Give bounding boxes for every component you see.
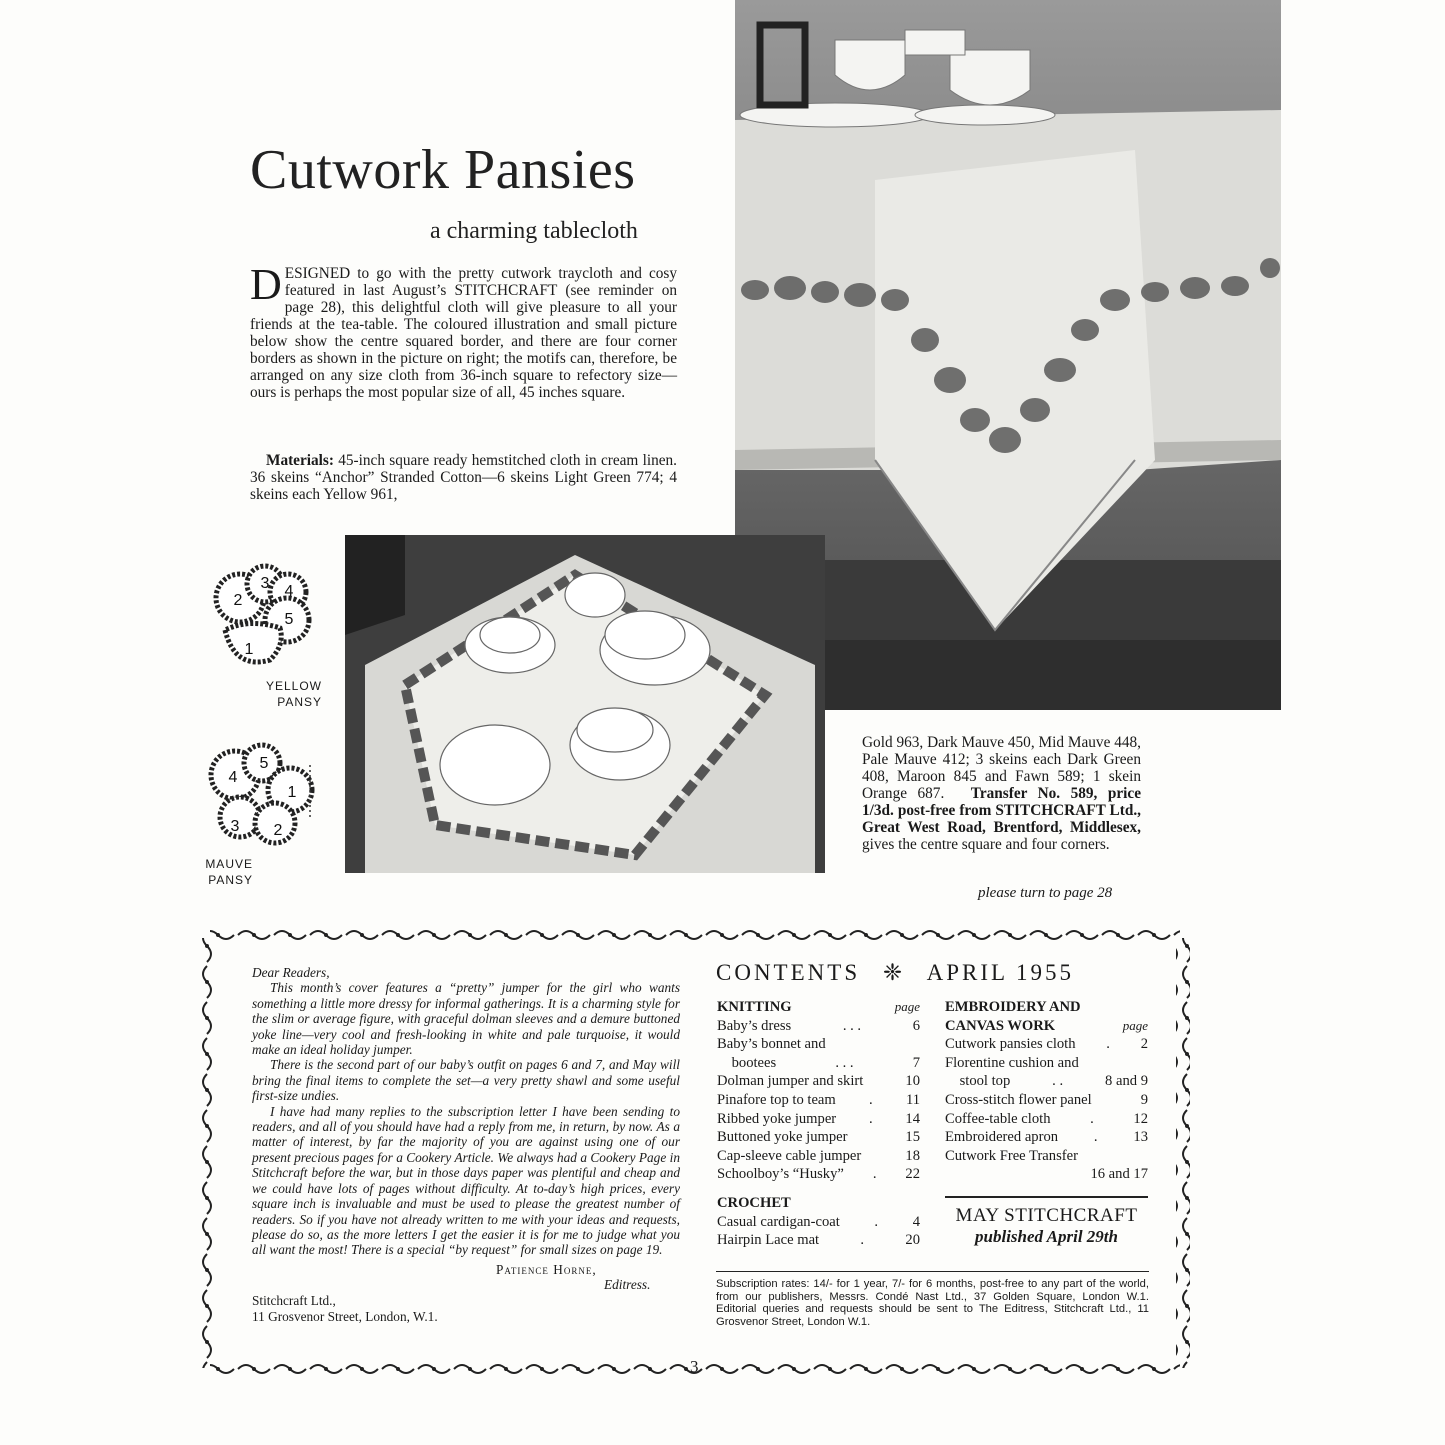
mauve-num-1: 4 [228,769,238,786]
contents-entry-leader: . . . [835,1054,854,1071]
letter-role: Editress. [604,1276,651,1292]
materials-label: Materials: [266,452,334,469]
article-title: Cutwork Pansies [250,139,636,201]
contents-entry-label: Cutwork Free Transfer [945,1147,1078,1164]
contents-entry [717,1091,920,1110]
contents-entry-page: 16 and 17 [1090,1166,1148,1183]
contents-entry-page: 15 [905,1129,920,1146]
page-number: 3 [690,1357,699,1376]
yellow-label-2: PANSY [277,695,322,709]
contents-entry [717,1213,920,1232]
contents-entry-label: Hairpin Lace mat [717,1232,820,1249]
contents-entry-label: Baby’s bonnet and [717,1036,826,1053]
letter-salutation: Dear Readers, [252,965,330,980]
contents-entry-label: Coffee-table cloth [945,1110,1051,1127]
contents-entry-leader [945,1165,1090,1184]
embroidery-heading-1: EMBROIDERY AND [945,999,1081,1015]
contents-entry-label: Buttoned yoke jumper [717,1129,848,1146]
contents-entry-page: 6 [912,1017,920,1034]
contents-entry-leader [848,1128,906,1147]
contents-entry [717,1072,920,1091]
may-subtitle: published April 29th [975,1227,1118,1246]
contents-entry [945,1147,1148,1166]
letter-signature: Patience Horne, [496,1261,597,1277]
drop-cap: D [250,260,282,309]
contents-entry-page: 14 [905,1110,920,1127]
contents-entry-label: bootees [717,1054,777,1071]
yellow-num-4: 5 [284,611,294,628]
mauve-pansy-label [175,856,253,888]
contents-entry-page: 8 and 9 [1105,1073,1148,1090]
materials-continued-text: Gold 963, Dark Mauve 450, Mid Mauve 448, Pale Mauve 412; 3 skeins each Dark Green 408, Maroon 845 and Fawn 589; 1 skein Orange 687. [862,734,1141,802]
contents-entry [945,1091,1148,1110]
contents-entry [945,1054,1148,1073]
contents-entry-page: 22 [905,1166,920,1183]
letter-address-2: 11 Grosvenor Street, London, W.1. [252,1308,438,1324]
letter-address-1: Stitchcraft Ltd., [252,1292,336,1308]
contents-entry-leader: . . [1052,1073,1064,1090]
contents-entry-page: 13 [1133,1129,1148,1146]
may-divider [945,1196,1148,1198]
contents-entry-leader [1092,1091,1141,1110]
contents-entry-label: Schoolboy’s “Husky” [717,1166,844,1183]
letter-paragraph-1: This month’s cover features a “pretty” jumper for the girl who wants something a little more dressy for informal gatherings. It is a charming style for the slim or average figure, with graceful dolman sleeves and a demure buttoned yoke line—very cool and fresh-looking in white and pale turquoise, it would make an ideal holiday jumper. [252,980,680,1058]
knitting-heading: KNITTING [717,999,792,1015]
materials-paragraph [250,452,677,503]
contents-entry-page: 12 [1133,1110,1148,1127]
contents-entry-label: Florentine cushion and [945,1054,1079,1071]
contents-entry [945,1128,1148,1147]
contents-entry [945,1072,1148,1091]
contents-entry-page: 20 [905,1232,920,1249]
contents-entry-leader: . [869,1091,873,1108]
may-title: MAY STITCHCRAFT [955,1205,1138,1226]
yellow-num-5: 1 [244,641,254,658]
mauve-label-2: PANSY [208,873,253,887]
contents-entry-page: 11 [905,1091,920,1108]
contents-entry-leader: . [872,1166,877,1183]
letter-paragraph-2: There is the second part of our baby’s outfit on pages 6 and 7, and May will bring the final items to complete the set—a very pretty shawl and some useful first-size undies. [252,1057,680,1104]
turn-to-page: please turn to page 28 [978,885,1113,901]
contents-entry-leader [861,1147,905,1166]
contents-entry [717,1128,920,1147]
yellow-pansy-diagram [205,560,320,675]
transfer-rest: gives the centre square and four corners. [862,836,1110,853]
contents-entry [717,1017,920,1036]
contents-entry [717,1110,920,1129]
contents-entry-leader [863,1072,905,1091]
subscription-info: Subscription rates: 14/- for 1 year, 7/- for 6 months, post-free to any part of the world, from our publishers, Messrs. Condé Nast Ltd., 37 Golden Square, London W.1. Editorial queries and requests should be sent to The Editress, Stitchcraft Ltd., 11 Grosvenor Street, London W.1. [716,1278,1149,1328]
contents-entry-label: Baby’s dress [717,1017,792,1034]
contents-entry [717,1231,920,1250]
contents-title: CONTENTS [716,960,861,985]
materials-text: 45-inch square ready hemstitched cloth in cream linen. 36 skeins “Anchor” Stranded Cotton—6 skeins Light Green 774; 4 skeins each Yellow 961, [250,452,677,503]
transfer-info: Transfer No. 589, price 1/3d. post-free from STITCHCRAFT Ltd., Great West Road, Brentford, Middlesex, [862,785,1141,836]
snowflake-icon: ❈ [882,960,906,985]
contents-entry-leader [1079,1054,1148,1073]
contents-entry-label: Cap-sleeve cable jumper [717,1147,862,1164]
contents-entry-label: Casual cardigan-coat [717,1213,840,1230]
contents-entry-page: 10 [905,1073,920,1090]
article-subtitle: a charming tablecloth [430,218,638,244]
editor-letter [252,965,680,1326]
contents-entry-page: 2 [1140,1036,1148,1053]
mauve-num-2: 5 [259,755,269,772]
contents-entry-page: 18 [905,1147,920,1164]
contents-entry-label: Cross-stitch flower panel [945,1091,1092,1108]
contents-entry-leader: . [874,1213,879,1230]
contents-entry-page: 7 [912,1054,920,1071]
contents-entry-leader: . [1106,1036,1110,1053]
mauve-label-1: MAUVE [205,857,253,871]
knitting-page-label: page [894,999,920,1014]
yellow-num-2: 4 [284,583,294,600]
contents-issue-date: APRIL 1955 [926,960,1074,985]
contents-entry-leader: . [1090,1110,1094,1127]
materials-continued [862,734,1141,853]
mauve-num-3: 1 [287,784,297,801]
contents-entry-label: stool top [945,1073,1011,1090]
mauve-num-4: 3 [230,818,240,835]
contents-knitting-column [717,998,920,1250]
contents-entry [717,1054,920,1073]
contents-entry [717,1035,920,1054]
embroidery-heading-2: CANVAS WORK [945,1017,1056,1034]
subscription-divider [716,1271,1149,1272]
crochet-heading: CROCHET [717,1194,791,1211]
contents-entry [945,1165,1148,1184]
contents-entry [717,1147,920,1166]
contents-entry [945,1035,1148,1054]
contents-heading [716,960,1074,986]
contents-entry-label: Ribbed yoke jumper [717,1110,837,1127]
yellow-label-1: YELLOW [265,679,322,693]
yellow-num-3: 2 [233,592,243,609]
mauve-num-5: 2 [273,822,283,839]
embroidery-page-label: page [1122,1017,1148,1033]
contents-embroidery-column [945,998,1148,1184]
contents-entry-leader [826,1035,920,1054]
yellow-num-1: 3 [260,575,270,592]
contents-entry-label: Dolman jumper and skirt [717,1073,864,1090]
contents-entry-leader [1078,1147,1148,1166]
contents-entry-label: Cutwork pansies cloth [945,1036,1076,1053]
contents-entry-label: Embroidered apron [945,1129,1059,1146]
letter-paragraph-3: I have had many replies to the subscription letter I have been sending to readers, and all of you should have had a reply from me, in return, by now. As a matter of interest, by far the majority of you are against using one of our present precious pages for a Cookery Article. We always had a Cookery Page in Stitchcraft before the war, but in those days paper was plentiful and cheap and we could have lots of pages without difficulty. At to-day’s high prices, every square inch is invaluable and must be used to please the greatest number of readers. So if you have not already written to me with your ideas and requests, please do so, as the more letters I get the easier it is for me to judge what you all want the most! There is a special “by request” for small sizes on page 19. [252,1103,680,1258]
contents-entry-leader: . [1093,1129,1098,1146]
intro-text: ESIGNED to go with the pretty cutwork traycloth and cosy featured in last August’s STITCHCRAFT (see reminder on page 28), this delightful cloth will give pleasure to all your friends at the tea-table. The coloured illustration and small picture below show the centre squared border, and there are four corner borders as shown in the picture on right; the motifs can, therefore, be arranged on any size cloth from 36-inch square to refectory size—ours is perhaps the most popular size of all, 45 inches square. [250,265,677,401]
traycloth-tea-set-photo [345,535,825,873]
intro-paragraph [250,260,677,401]
mauve-pansy-diagram [200,735,325,855]
next-issue-notice [945,1205,1148,1247]
contents-entry [717,1165,920,1184]
yellow-pansy-label [240,678,322,710]
contents-entry-leader: . . . [842,1017,862,1034]
contents-entry-leader: . [868,1110,873,1127]
contents-entry-leader: . [860,1232,865,1249]
contents-entry-page: 9 [1140,1091,1148,1108]
contents-entry-label: Pinafore top to team [717,1091,836,1108]
contents-entry [945,1110,1148,1129]
contents-entry-page: 4 [912,1213,920,1230]
